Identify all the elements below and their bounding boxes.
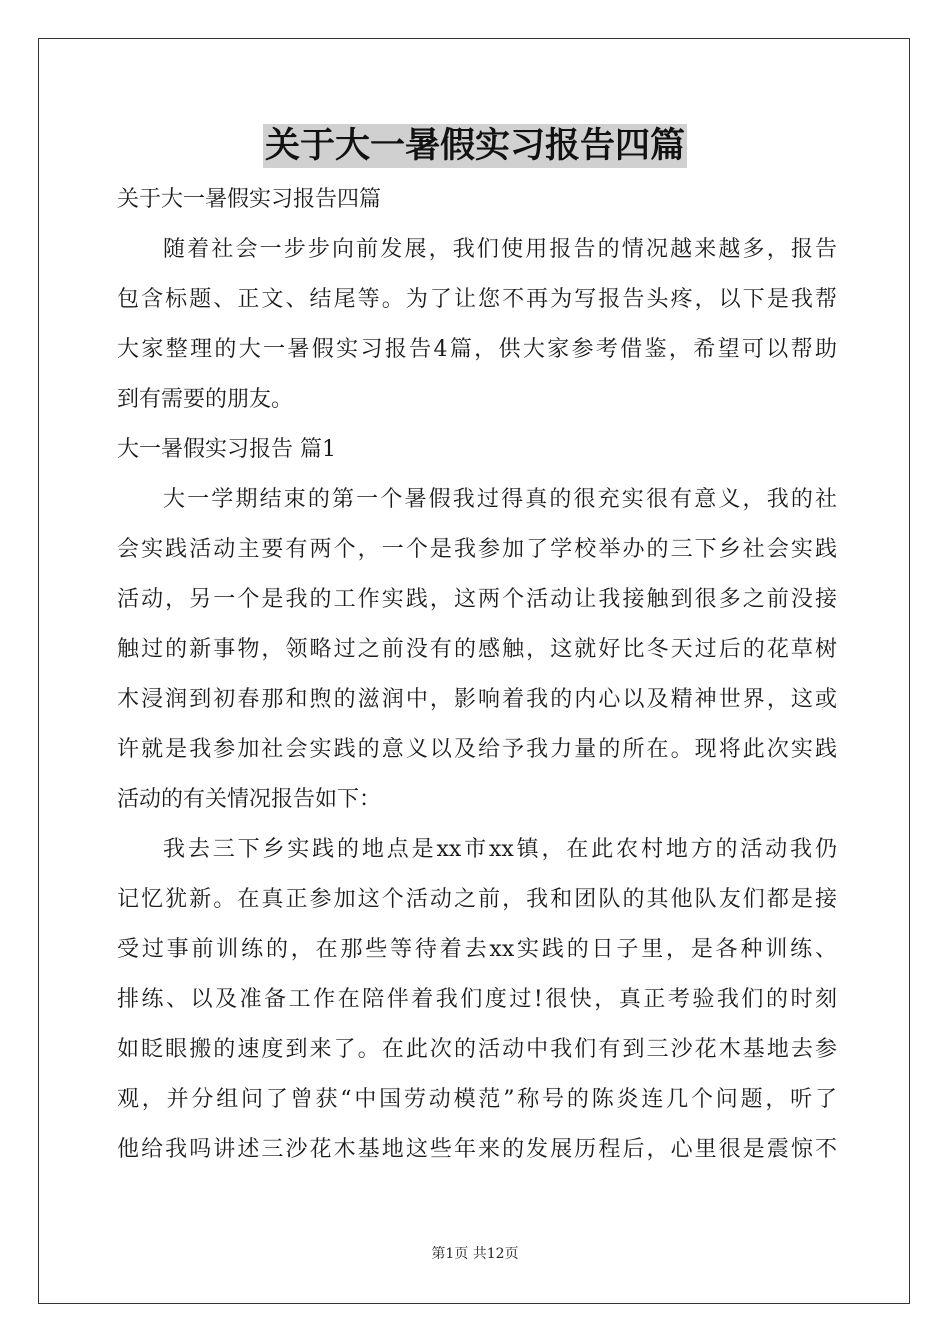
paragraph-line: 会实践活动主要有两个，一个是我参加了学校举办的三下乡社会实践 [117, 537, 837, 562]
paragraph-line: 包含标题、正文、结尾等。为了让您不再为写报告头疼，以下是我帮 [117, 287, 837, 312]
subtitle-line: 关于大一暑假实习报告四篇 [117, 187, 382, 212]
paragraph-line: 大一学期结束的第一个暑假我过得真的很充实很有意义，我的社 [163, 487, 837, 512]
paragraph-line: 如眨眼搬的速度到来了。在此次的活动中我们有到三沙花木基地去参 [117, 1037, 837, 1062]
paragraph-line: 到有需要的朋友。 [117, 387, 294, 412]
paragraph-line: 活动的有关情况报告如下： [117, 787, 382, 812]
paragraph-line: 排练、以及准备工作在陪伴着我们度过!很快，真正考验我们的时刻 [117, 987, 837, 1012]
section-heading: 大一暑假实习报告 篇1 [117, 437, 336, 462]
page-footer: 第1页 共12页 [431, 1246, 519, 1262]
paragraph-line: 活动，另一个是我的工作实践，这两个活动让我接触到很多之前没接 [117, 587, 837, 612]
document-title: 关于大一暑假实习报告四篇 [264, 125, 685, 166]
paragraph-line: 随着社会一步步向前发展，我们使用报告的情况越来越多，报告 [163, 237, 837, 262]
title-container [0, 124, 950, 168]
paragraph-line: 触过的新事物，领略过之前没有的感触，这就好比冬天过后的花草树 [117, 637, 837, 662]
paragraph-line: 木浸润到初春那和煦的滋润中，影响着我的内心以及精神世界，这或 [117, 687, 837, 712]
paragraph-line: 观，并分组问了曾获“中国劳动模范”称号的陈炎连几个问题，听了 [117, 1087, 837, 1112]
paragraph-line: 受过事前训练的，在那些等待着去xx实践的日子里，是各种训练、 [117, 937, 837, 962]
paragraph-line: 许就是我参加社会实践的意义以及给予我力量的所在。现将此次实践 [117, 737, 837, 762]
paragraph-line: 我去三下乡实践的地点是xx市xx镇，在此农村地方的活动我仍 [163, 837, 837, 862]
paragraph-line: 记忆犹新。在真正参加这个活动之前，我和团队的其他队友们都是接 [117, 887, 837, 912]
paragraph-line: 大家整理的大一暑假实习报告4篇，供大家参考借鉴，希望可以帮助 [117, 337, 837, 362]
paragraph-line: 他给我吗讲述三沙花木基地这些年来的发展历程后，心里很是震惊不 [117, 1137, 837, 1162]
